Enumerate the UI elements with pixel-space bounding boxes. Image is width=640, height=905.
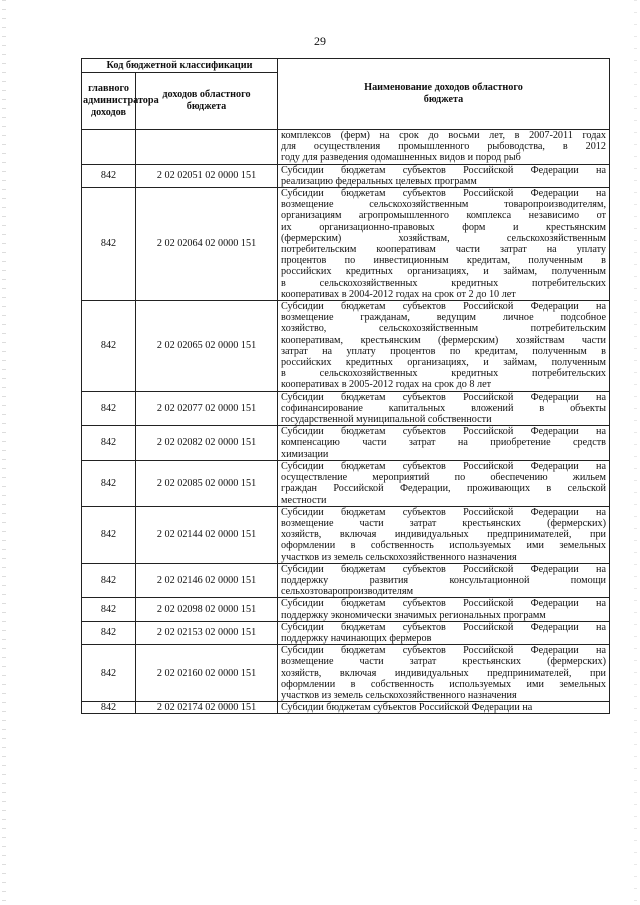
income-name-line: поддержку начинающих фермеров	[281, 632, 432, 644]
admin-code-cell: 842	[82, 391, 136, 426]
income-name-line: осуществление мероприятий по обеспечению жильем	[281, 472, 606, 484]
income-name-line: Субсидии бюджетам субъектов Российской Федерации на	[281, 188, 606, 200]
table-row	[82, 426, 610, 461]
table-row	[82, 702, 610, 714]
income-code-cell: 2 02 02153 02 0000 151	[136, 621, 278, 644]
income-code-cell: 2 02 02174 02 0000 151	[136, 702, 278, 714]
admin-code-cell: 842	[82, 188, 136, 301]
income-name-cell	[278, 460, 610, 506]
income-name-line: хозяйство, сельскохозяйственным потребительским	[281, 323, 606, 335]
income-name-line: российских кредитных организациях, и займам, полученным	[281, 357, 606, 369]
income-code-cell: 2 02 02098 02 0000 151	[136, 598, 278, 621]
header-income-name-text: Наименование доходов областного бюджета	[364, 82, 523, 105]
income-name-line: местности	[281, 494, 327, 506]
income-name-line: возмещение сельскохозяйственным товаропроизводителям,	[281, 199, 606, 211]
income-code-cell: 2 02 02064 02 0000 151	[136, 188, 278, 301]
table-body	[82, 130, 610, 714]
income-code-cell: 2 02 02051 02 0000 151	[136, 164, 278, 187]
income-name-line: возмещение части затрат крестьянских (фермерских)	[281, 517, 606, 529]
table-row	[82, 130, 610, 165]
income-name-line: кооперативам, крестьянским (фермерским) хозяйствам части	[281, 334, 606, 346]
income-name-line: возмещение части затрат крестьянских (фермерских)	[281, 656, 606, 668]
income-name-line: Субсидии бюджетам субъектов Российской Федерации на	[281, 301, 606, 313]
income-name-line: Субсидии бюджетам субъектов Российской Федерации на	[281, 563, 606, 575]
income-code-cell: 2 02 02144 02 0000 151	[136, 506, 278, 563]
income-name-cell	[278, 621, 610, 644]
header-income-name	[278, 59, 610, 130]
income-name-cell	[278, 563, 610, 598]
table-row	[82, 506, 610, 563]
income-name-line: российских кредитных организациях, и займам, полученным	[281, 266, 606, 278]
income-name-line: кооперативах в 2004-2012 годах на срок от 2 до 10 лет	[281, 288, 516, 300]
income-name-line: в сельскохозяйственных кредитных потребительских	[281, 368, 606, 380]
table-row	[82, 598, 610, 621]
income-name-line: Субсидии бюджетам субъектов Российской Федерации на	[281, 645, 606, 657]
table-row	[82, 391, 610, 426]
income-name-line: компенсацию части затрат на приобретение средств	[281, 437, 606, 449]
income-name-line: химизации	[281, 448, 329, 460]
income-code-cell: 2 02 02085 02 0000 151	[136, 460, 278, 506]
income-name-line: Субсидии бюджетам субъектов Российской Федерации на	[281, 391, 606, 403]
admin-code-cell: 842	[82, 621, 136, 644]
income-code-cell: 2 02 02082 02 0000 151	[136, 426, 278, 461]
header-regional-budget-income	[136, 73, 278, 130]
income-name-line: сельхозтоваропроизводителям	[281, 586, 414, 598]
header-regional-budget-income-text: доходов областного бюджета	[162, 89, 251, 112]
income-name-line: хозяйств, включая индивидуальных предпринимателей, при	[281, 529, 606, 541]
admin-code-cell: 842	[82, 598, 136, 621]
scan-edge-right	[634, 0, 637, 905]
income-name-line: хозяйств, включая индивидуальных предпринимателей, при	[281, 667, 606, 679]
income-name-line: оформлении в собственность используемых ими земельных	[281, 540, 606, 552]
header-budget-classification-code: Код бюджетной классификации	[82, 59, 278, 73]
income-name-cell	[278, 426, 610, 461]
income-name-line: участков из земель сельскохозяйственного назначения	[281, 551, 517, 563]
income-name-line: возмещение гражданам, ведущим личное подсобное	[281, 312, 606, 324]
income-name-line: процентов по инвестиционным кредитам, полученным в	[281, 255, 606, 267]
income-name-line: Субсидии бюджетам субъектов Российской Федерации на	[281, 506, 606, 518]
income-name-cell	[278, 598, 610, 621]
table-row	[82, 621, 610, 644]
income-code-cell: 2 02 02065 02 0000 151	[136, 301, 278, 392]
table-row	[82, 301, 610, 392]
income-name-line: затрат на уплату процентов по кредитам, полученным в	[281, 345, 606, 357]
income-name-line: Субсидии бюджетам субъектов Российской Федерации на	[281, 702, 533, 714]
income-name-line: Субсидии бюджетам субъектов Российской Федерации на	[281, 460, 606, 472]
income-name-cell	[278, 188, 610, 301]
income-name-line: году для разведения одомашненных видов и пород рыб	[281, 152, 521, 164]
income-name-cell	[278, 301, 610, 392]
income-name-line: их организационно-правовых форм и крестьянским	[281, 221, 606, 233]
income-name-cell	[278, 645, 610, 702]
income-name-line: граждан Российской Федерации, проживающих в сельской	[281, 483, 606, 495]
income-name-line: Субсидии бюджетам субъектов Российской Федерации на	[281, 426, 606, 438]
income-name-line: кооперативах в 2005-2012 годах на срок до 8 лет	[281, 379, 492, 391]
income-name-cell	[278, 164, 610, 187]
admin-code-cell: 842	[82, 164, 136, 187]
header-main-administrator: главного администратора доходов	[82, 73, 136, 130]
admin-code-cell: 842	[82, 563, 136, 598]
table-row	[82, 645, 610, 702]
income-name-line: потребительским кооперативам части затрат на уплату	[281, 244, 606, 256]
admin-code-cell: 842	[82, 301, 136, 392]
income-code-cell: 2 02 02160 02 0000 151	[136, 645, 278, 702]
admin-code-cell: 842	[82, 645, 136, 702]
table-row	[82, 563, 610, 598]
admin-code-cell	[82, 130, 136, 165]
income-name-cell	[278, 506, 610, 563]
income-code-cell: 2 02 02077 02 0000 151	[136, 391, 278, 426]
income-name-line: участков из земель сельскохозяйственного назначения	[281, 689, 517, 701]
table-row	[82, 460, 610, 506]
income-code-cell	[136, 130, 278, 165]
income-name-line: поддержку экономически значимых региональных программ	[281, 609, 546, 621]
income-name-line: государственной муниципальной собственности	[281, 414, 492, 426]
admin-code-cell: 842	[82, 460, 136, 506]
income-name-line: софинансирование капитальных вложений в объекты	[281, 402, 606, 414]
page-number: 29	[314, 34, 326, 48]
income-name-cell	[278, 130, 610, 165]
income-name-line: поддержку развития консультационной помощи	[281, 574, 606, 586]
budget-classification-table	[81, 58, 610, 714]
income-name-line: оформлении в собственность используемых ими земельных	[281, 678, 606, 690]
admin-code-cell: 842	[82, 506, 136, 563]
income-code-cell: 2 02 02146 02 0000 151	[136, 563, 278, 598]
income-name-line: для осуществления промышленного рыбоводства, в 2012	[281, 141, 606, 153]
admin-code-cell: 842	[82, 702, 136, 714]
admin-code-cell: 842	[82, 426, 136, 461]
income-name-line: Субсидии бюджетам субъектов Российской Федерации на	[281, 621, 606, 633]
table-row	[82, 188, 610, 301]
income-name-line: Субсидии бюджетам субъектов Российской Федерации на	[281, 164, 606, 176]
income-name-line: в сельскохозяйственных кредитных потребительских	[281, 277, 606, 289]
income-name-line: Субсидии бюджетам субъектов Российской Федерации на	[281, 598, 606, 610]
income-name-cell	[278, 702, 610, 714]
income-name-line: организациям агропромышленного комплекса независимо от	[281, 210, 606, 222]
income-name-line: комплексов (ферм) на срок до восьми лет, в 2007-2011 годах	[281, 130, 606, 141]
scan-edge-left	[2, 0, 6, 905]
income-name-line: (фермерским) хозяйствам, сельскохозяйственным	[281, 232, 606, 244]
table-row	[82, 164, 610, 187]
income-name-line: реализацию федеральных целевых программ	[281, 175, 477, 187]
income-name-cell	[278, 391, 610, 426]
